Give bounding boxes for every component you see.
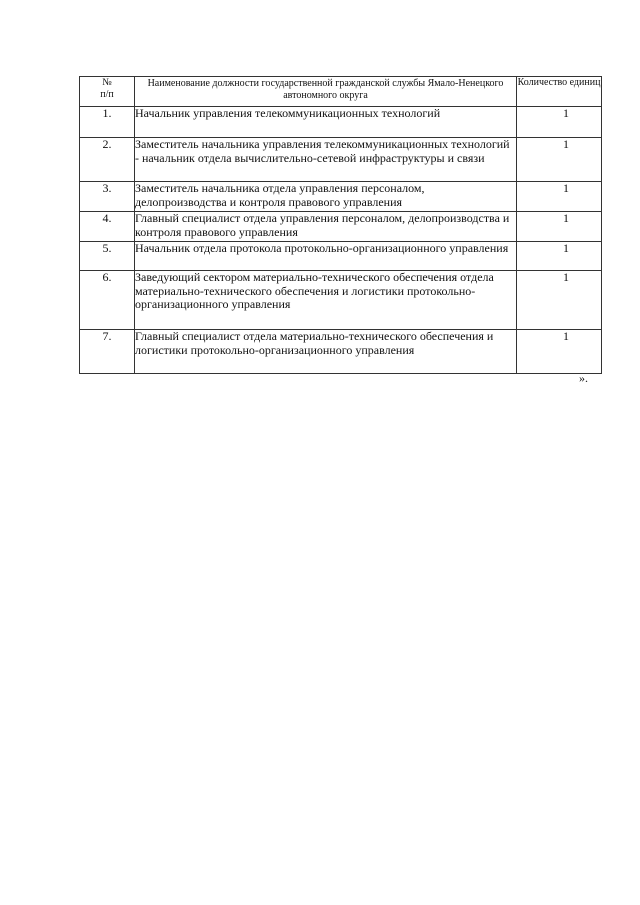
row-position-name: Начальник управления телекоммуникационных технологий bbox=[135, 107, 517, 138]
table-row bbox=[80, 271, 602, 330]
row-quantity: 1 bbox=[517, 107, 602, 138]
row-position-name: Начальник отдела протокола протокольно-организационного управления bbox=[135, 242, 517, 271]
positions-table bbox=[79, 76, 602, 374]
table-header-row bbox=[80, 77, 602, 107]
header-quantity: Количество единиц bbox=[517, 77, 602, 107]
header-position-name: Наименование должности государственной гражданской службы Ямало-Ненецкого автономного округа bbox=[135, 77, 517, 107]
row-quantity: 1 bbox=[517, 271, 602, 330]
table-row bbox=[80, 138, 602, 182]
row-quantity: 1 bbox=[517, 242, 602, 271]
row-number: 2. bbox=[80, 138, 135, 182]
table-row bbox=[80, 182, 602, 212]
row-number: 1. bbox=[80, 107, 135, 138]
closing-quote-mark: ». bbox=[579, 371, 588, 385]
row-quantity: 1 bbox=[517, 182, 602, 212]
header-number: № п/п bbox=[80, 77, 135, 107]
row-number: 7. bbox=[80, 330, 135, 374]
row-quantity: 1 bbox=[517, 138, 602, 182]
row-position-name: Главный специалист отдела материально-технического обеспечения и логистики протокольно-организационного управления bbox=[135, 330, 517, 374]
row-position-name: Заместитель начальника отдела управления персоналом, делопроизводства и контроля правового управления bbox=[135, 182, 517, 212]
table-row bbox=[80, 242, 602, 271]
row-quantity: 1 bbox=[517, 212, 602, 242]
table-row bbox=[80, 212, 602, 242]
row-number: 4. bbox=[80, 212, 135, 242]
row-number: 6. bbox=[80, 271, 135, 330]
row-quantity: 1 bbox=[517, 330, 602, 374]
table-row bbox=[80, 330, 602, 374]
row-position-name: Заведующий сектором материально-технического обеспечения отдела материально-технического обеспечения и логистики протокольно-организационного управления bbox=[135, 271, 517, 330]
row-position-name: Главный специалист отдела управления персоналом, делопроизводства и контроля правового управления bbox=[135, 212, 517, 242]
table-row bbox=[80, 107, 602, 138]
row-position-name: Заместитель начальника управления телекоммуникационных технологий - начальник отдела вычислительно-сетевой инфраструктуры и связи bbox=[135, 138, 517, 182]
row-number: 3. bbox=[80, 182, 135, 212]
row-number: 5. bbox=[80, 242, 135, 271]
